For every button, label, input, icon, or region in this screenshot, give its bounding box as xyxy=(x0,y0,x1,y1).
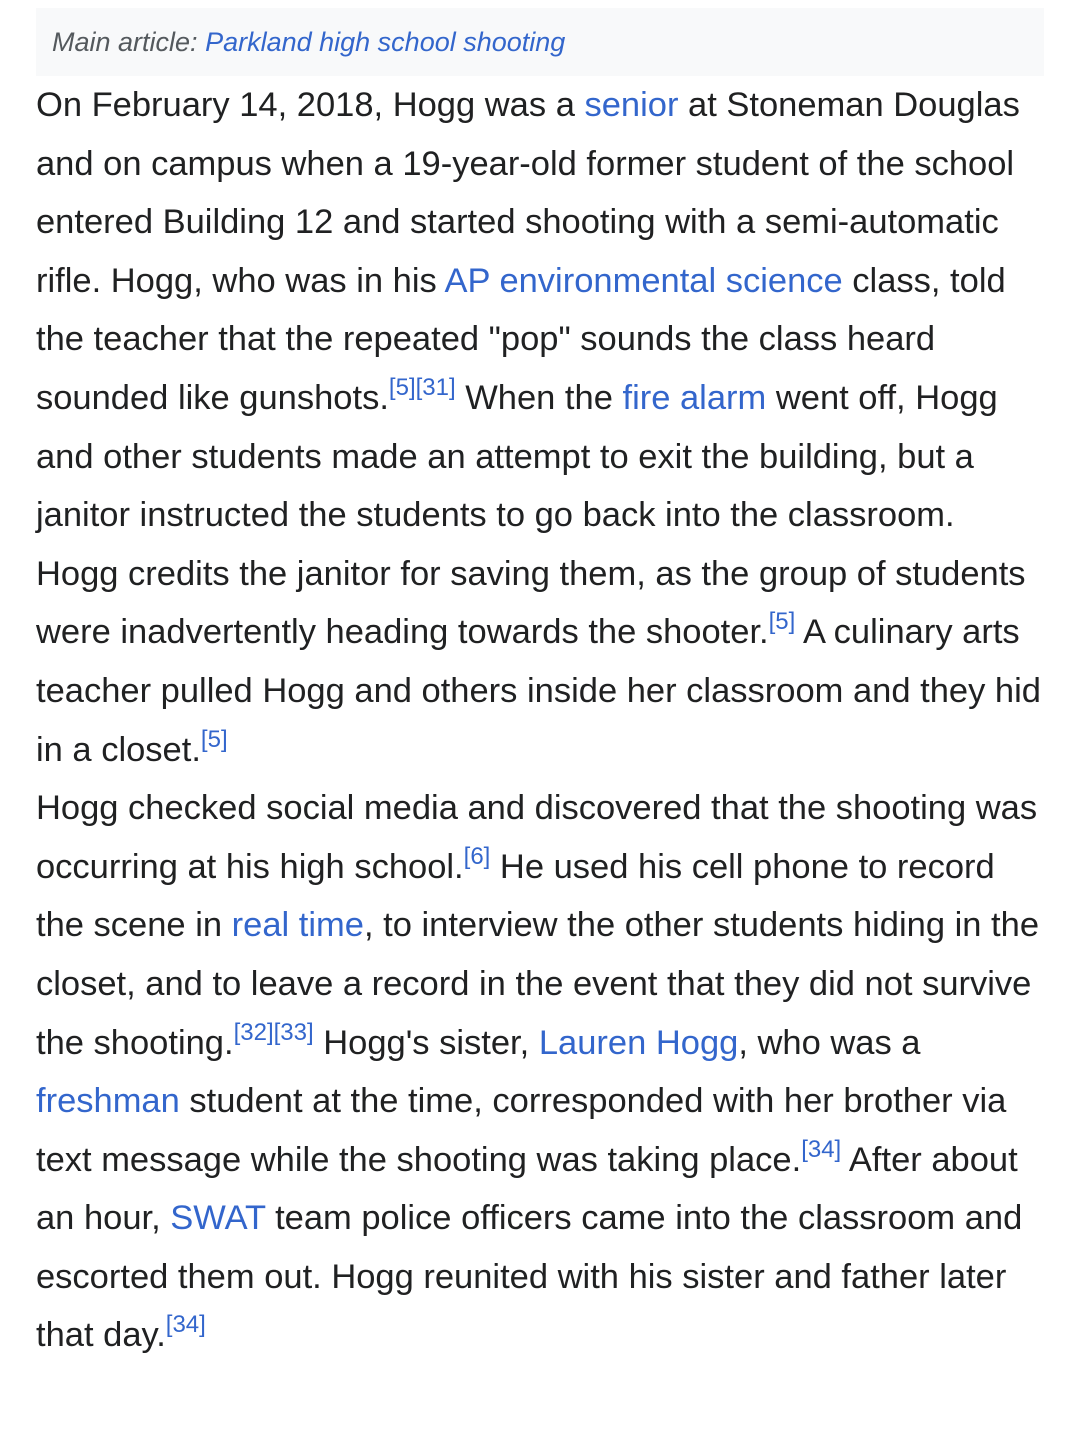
link-senior[interactable]: senior xyxy=(584,86,679,124)
link-freshman[interactable]: freshman xyxy=(36,1082,180,1121)
reference-group xyxy=(389,374,456,401)
hatnote-link[interactable]: Parkland high school shooting xyxy=(205,27,566,57)
citation-34[interactable]: [34] xyxy=(801,1135,842,1163)
para2-text-8: team police officers came into the classroom and escorted them out. Hogg reunited with his sister and father later that day. xyxy=(36,1199,1023,1355)
reference-group xyxy=(464,843,491,870)
para2-text-7: After about an hour, xyxy=(36,1140,1018,1238)
paragraph-2 xyxy=(36,779,1044,1365)
citation-31[interactable]: [31] xyxy=(415,373,456,401)
para1-text-6: A culinary arts teacher pulled Hogg and others inside her classroom and they hid in a closet. xyxy=(36,613,1041,769)
link-ap-environmental-science[interactable]: AP environmental science xyxy=(444,261,843,300)
link-lauren-hogg[interactable]: Lauren Hogg xyxy=(538,1023,739,1062)
para2-text-2: He used his cell phone to record the scene in xyxy=(36,847,995,945)
paragraph-1 xyxy=(36,76,1044,779)
citation-5[interactable]: [5] xyxy=(388,373,416,401)
para1-text-2: at Stoneman Douglas and on campus when a 19-year-old former student of the school entered Building 12 and started shooting with a semi-automatic rifle. Hogg, who was in his xyxy=(36,86,1020,300)
citation-5[interactable]: [5] xyxy=(200,725,228,753)
citation-34[interactable]: [34] xyxy=(165,1311,206,1339)
citation-6[interactable]: [6] xyxy=(463,842,491,870)
reference-group xyxy=(801,1136,841,1163)
para2-text-5: , who was a xyxy=(738,1023,921,1062)
para2-text-4: Hogg's sister, xyxy=(313,1023,539,1062)
para2-text-3: , to interview the other students hiding in the closet, and to leave a record in the event that they did not survive the shooting. xyxy=(36,906,1040,1062)
link-swat[interactable]: SWAT xyxy=(170,1199,266,1238)
reference-group xyxy=(234,1019,314,1046)
citation-32[interactable]: [32] xyxy=(233,1018,274,1046)
link-fire-alarm[interactable]: fire alarm xyxy=(622,378,767,417)
para2-text-1: Hogg checked social media and discovered that the shooting was occurring at his high school. xyxy=(36,789,1038,886)
para1-text-5: went off, Hogg and other students made an attempt to exit the building, but a janitor instructed the students to go back into the classroom. Hogg credits the janitor for saving them, as the group of students were inadvertently heading towards the shooter. xyxy=(36,378,1026,652)
para1-text-1: On February 14, 2018, Hogg was a xyxy=(36,86,585,124)
reference-group xyxy=(201,726,228,753)
link-real-time[interactable]: real time xyxy=(231,906,364,945)
citation-33[interactable]: [33] xyxy=(273,1018,314,1046)
reference-group xyxy=(769,608,796,635)
para1-text-3: class, told the teacher that the repeated "pop" sounds the class heard sounded like gunshots. xyxy=(36,261,1006,417)
para2-text-6: student at the time, corresponded with her brother via text message while the shooting was taking place. xyxy=(36,1082,1007,1179)
para1-text-4: When the xyxy=(455,378,623,417)
reference-group xyxy=(166,1311,206,1338)
hatnote-prefix: Main article: xyxy=(52,27,206,57)
citation-5[interactable]: [5] xyxy=(768,608,796,636)
main-article-hatnote xyxy=(36,8,1044,76)
